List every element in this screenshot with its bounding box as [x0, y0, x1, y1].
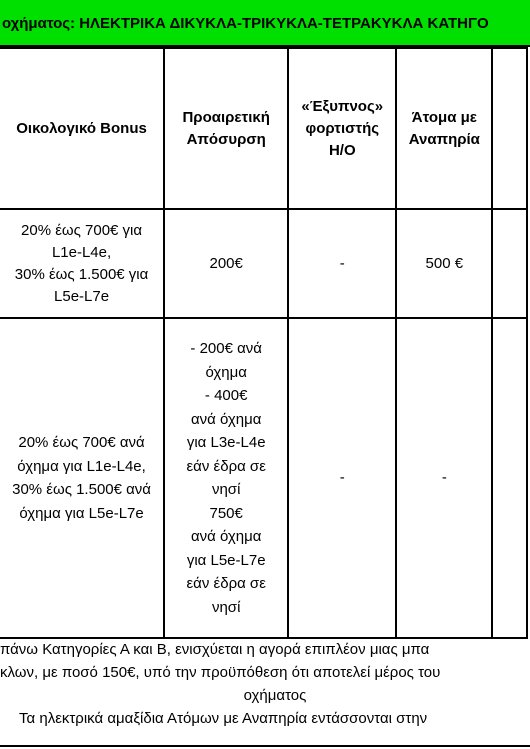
bottom-border — [0, 745, 530, 747]
cell-eco-bonus: 20% έως 700€ για L1e-L4e, 30% έως 1.500€ για L5e-L7e — [0, 209, 164, 318]
header-smart-charger: «Έξυπνος» φορτιστής Η/Ο — [288, 48, 396, 209]
category-title: οχήματος: ΗΛΕΚΤΡΙΚΑ ΔΙΚΥΚΛΑ-ΤΡΙΚΥΚΛΑ-ΤΕΤΡΑΚΥΚΛΑ ΚΑΤΗΓΟ — [2, 15, 489, 32]
cell-smart-charger: - — [288, 318, 396, 638]
footnote-line: οχήματος — [243, 687, 307, 704]
cell-cut-off — [492, 318, 527, 638]
cell-eco-bonus: 20% έως 700€ ανά όχημα για L1e-L4e, 30% έως 1.500€ ανά όχημα για L5e-L7e — [0, 318, 164, 638]
cell-disabled-persons: 500 € — [396, 209, 492, 318]
footnotes — [0, 638, 530, 749]
subsidy-table — [0, 47, 528, 639]
table-row — [0, 209, 527, 318]
category-banner — [0, 0, 530, 47]
cell-optional-withdrawal: - 200€ ανά όχημα - 400€ ανά όχημα για L3e-L4e εάν έδρα σε νησί 750€ ανά όχημα για L5e-L7e εάν έδρα σε νησί — [164, 318, 288, 638]
footnote-line: κλων, με ποσό 150€, υπό την προϋπόθεση ότι αποτελεί μέρος του — [0, 664, 441, 681]
cell-smart-charger: - — [288, 209, 396, 318]
table-header-row — [0, 48, 527, 209]
footnote-line: Τα ηλεκτρικά αμαξίδια Ατόμων με Αναπηρία εντάσσονται στην — [19, 710, 428, 727]
header-optional-withdrawal: Προαιρετική Απόσυρση — [164, 48, 288, 209]
cell-cut-off — [492, 209, 527, 318]
table-row — [0, 318, 527, 638]
header-eco-bonus: Οικολογικό Bonus — [0, 48, 164, 209]
header-disabled-persons: Άτομα με Αναπηρία — [396, 48, 492, 209]
footnote-line: πάνω Κατηγορίες Α και Β, ενισχύεται η αγορά επιπλέον μιας μπα — [0, 641, 430, 658]
cell-disabled-persons: - — [396, 318, 492, 638]
cell-optional-withdrawal: 200€ — [164, 209, 288, 318]
header-cut-off-column — [492, 48, 527, 209]
